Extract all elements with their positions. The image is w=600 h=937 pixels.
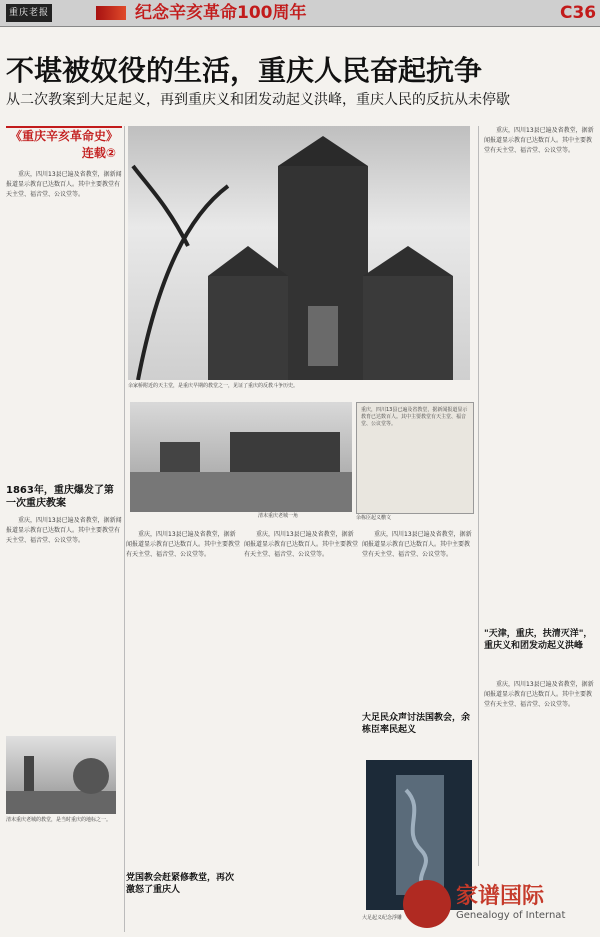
- series-installment: 连载②: [81, 146, 116, 160]
- manifesto-document: [356, 402, 474, 514]
- genealogy-logo-icon: [403, 880, 451, 928]
- series-tag: [6, 126, 122, 166]
- article-headline: 不堪被奴役的生活，重庆人民奋起抗争: [6, 54, 483, 87]
- article-subhead: 从二次教案到大足起义，再到重庆义和团发动起义洪峰，重庆人民的反抗从未停歇: [6, 92, 510, 108]
- page-number: C36: [560, 3, 597, 23]
- column-divider: [124, 126, 125, 932]
- masthead-logo: 重庆老报: [6, 4, 52, 22]
- old-town-photo-image: [130, 402, 352, 512]
- manifesto-text: 重庆，四川13县已遍及省教堂，据新闻报道显示教育已达数百人。其中主要教堂有天主堂、福音堂、公议堂等。: [361, 407, 468, 427]
- manifesto-caption: 余栋臣起义檄文: [356, 515, 392, 521]
- section-subtitle-3: 大足民众声讨法国教会，余栋臣率民起义: [362, 713, 471, 735]
- column-divider: [478, 126, 479, 866]
- body-paragraph-1: 重庆，四川13县已遍及省教堂，据新闻报道显示教育已达数百人。其中主要教堂有天主堂、福音堂、公议堂等。: [6, 517, 122, 544]
- intro-paragraph: 重庆，四川13县已遍及省教堂，据新闻报道显示教育已达数百人。其中主要教堂有天主堂、福音堂、公议堂等。: [6, 171, 122, 198]
- banner-ribbon-icon: [96, 6, 126, 20]
- body-column-5: [484, 680, 594, 860]
- series-name: 《重庆辛亥革命史》: [9, 129, 118, 143]
- church-photo: [128, 126, 470, 380]
- old-town-photo: [130, 402, 352, 512]
- tower-photo-caption: 清末重庆老城的教堂，是当时重庆的地标之一。: [6, 817, 112, 823]
- body-paragraph-4: 重庆，四川13县已遍及省教堂，据新闻报道显示教育已达数百人。其中主要教堂有天主堂、福音堂、公议堂等。: [362, 531, 472, 558]
- church-photo-caption: 余家桥附近的天主堂，是重庆早期的教堂之一，见证了重庆的反教斗争历史。: [128, 383, 299, 389]
- tower-photo-image: [6, 736, 116, 814]
- logo-text-en: Genealogy of Internat: [456, 910, 566, 921]
- intro-column: [6, 170, 122, 470]
- body-paragraph-5: 重庆，四川13县已遍及省教堂，据新闻报道显示教育已达数百人。其中主要教堂有天主堂、福音堂、公议堂等。: [484, 681, 594, 708]
- banner-title: 纪念辛亥革命100周年: [135, 3, 307, 23]
- body-column-3: [244, 530, 358, 930]
- relief-photo-caption: 大足起义纪念浮雕: [362, 915, 403, 921]
- section-subtitle-4: "天津，重庆，扶清灭洋"，重庆义和团发动起义洪峰: [484, 629, 593, 651]
- logo-text-cn: 家谱国际: [456, 884, 545, 909]
- body-column-4: [362, 530, 474, 700]
- body-paragraph-2: 重庆，四川13县已遍及省教堂，据新闻报道显示教育已达数百人。其中主要教堂有天主堂、福音堂、公议堂等。: [126, 531, 240, 558]
- old-town-caption: 清末重庆老城一角: [258, 513, 299, 519]
- right-column: [484, 126, 594, 614]
- section-subtitle-2: 党国教会赶紧修教堂，再次激怒了重庆人: [126, 873, 235, 895]
- body-column-2: [126, 530, 240, 860]
- body-column-1: [6, 516, 122, 726]
- right-paragraph: 重庆，四川13县已遍及省教堂，据新闻报道显示教育已达数百人。其中主要教堂有天主堂、福音堂、公议堂等。: [484, 127, 594, 154]
- tower-photo: [6, 736, 116, 814]
- body-paragraph-3: 重庆，四川13县已遍及省教堂，据新闻报道显示教育已达数百人。其中主要教堂有天主堂、福音堂、公议堂等。: [244, 531, 358, 558]
- section-subtitle-1: 1863年，重庆爆发了第一次重庆教案: [6, 485, 114, 509]
- church-photo-image: [128, 126, 470, 380]
